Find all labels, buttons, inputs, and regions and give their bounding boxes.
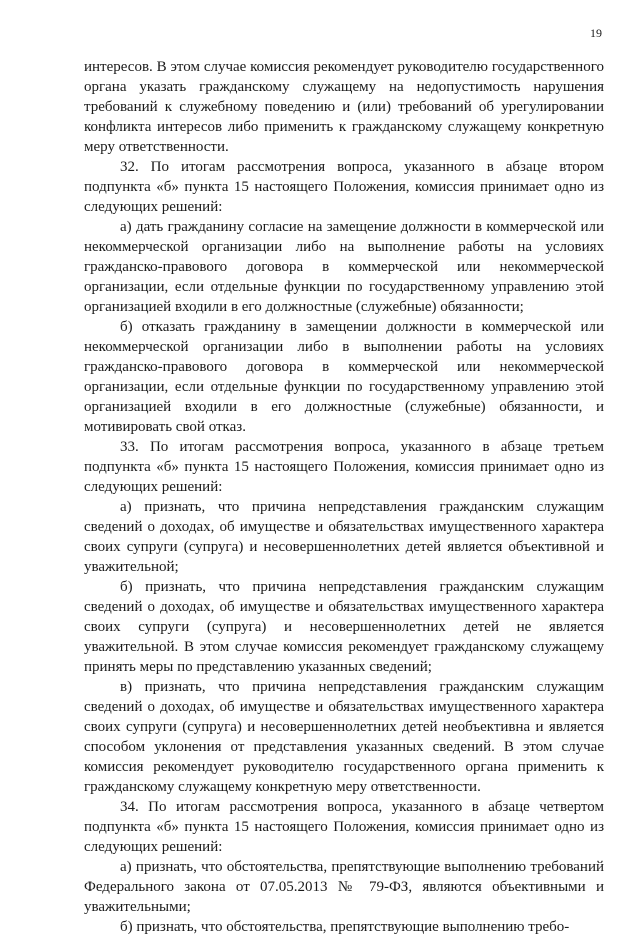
paragraph-item-34-b: б) признать, что обстоятельства, препятствующие выполнению требо- xyxy=(120,919,570,935)
paragraph-continuation: интересов. В этом случае комиссия рекомендует руководителю государственного органа указать гражданскому служащему на недопустимость нарушения требований к служебному поведению и (или) требований об урегулировании конфликта интересов либо применить к гражданскому служащему конкретную меру ответственности. xyxy=(84,59,604,155)
paragraph-item-33-b: б) признать, что причина непредставления гражданским служащим сведений о доходах, об имуществе и обязательствах имущественного характера своих супруги (супруга) и несовершеннолетних детей не является уважительной. В этом случае комиссия рекомендует гражданскому служащему принять меры по представлению указанных сведений; xyxy=(84,579,604,675)
paragraph-item-33: 33. По итогам рассмотрения вопроса, указанного в абзаце третьем подпункта «б» пункта 15 настоящего Положения, комиссия принимает одно из следующих решений: xyxy=(84,439,604,495)
paragraph-item-33-a: а) признать, что причина непредставления гражданским служащим сведений о доходах, об имуществе и обязательствах имущественного характера своих супруги (супруга) и несовершеннолетних детей является объективной и уважительной; xyxy=(84,499,604,575)
paragraph-item-32-b: б) отказать гражданину в замещении должности в коммерческой или некоммерческой организации либо в выполнении работы на условиях гражданско-правового договора в коммерческой или некоммерческой организации, если отдельные функции по государственному управлению этой организацией входили в его должностные (служебные) обязанности, и мотивировать свой отказ. xyxy=(84,319,604,435)
page-number: 19 xyxy=(590,26,602,40)
paragraph-item-32-a: а) дать гражданину согласие на замещение должности в коммерческой или некоммерческой организации либо на выполнение работы на условиях гражданско-правового договора в коммерческой или некоммерческой организации, если отдельные функции по государственному управлению этой организацией входили в его должностные (служебные) обязанности; xyxy=(84,219,604,315)
document-body xyxy=(84,57,604,937)
paragraph-item-33-c: в) признать, что причина непредставления гражданским служащим сведений о доходах, об имуществе и обязательствах имущественного характера своих супруги (супруга) и несовершеннолетних детей необъективна и является способом уклонения от представления указанных сведений. В этом случае комиссия рекомендует руководителю государственного органа применить к гражданскому служащему конкретную меру ответственности. xyxy=(84,679,604,795)
paragraph-item-34-a: а) признать, что обстоятельства, препятствующие выполнению требований Федерального закона от 07.05.2013 № 79-ФЗ, являются объективными и уважительными; xyxy=(84,859,604,915)
paragraph-item-34: 34. По итогам рассмотрения вопроса, указанного в абзаце четвертом подпункта «б» пункта 15 настоящего Положения, комиссия принимает одно из следующих решений: xyxy=(84,799,604,855)
paragraph-item-32: 32. По итогам рассмотрения вопроса, указанного в абзаце втором подпункта «б» пункта 15 настоящего Положения, комиссия принимает одно из следующих решений: xyxy=(84,159,604,215)
